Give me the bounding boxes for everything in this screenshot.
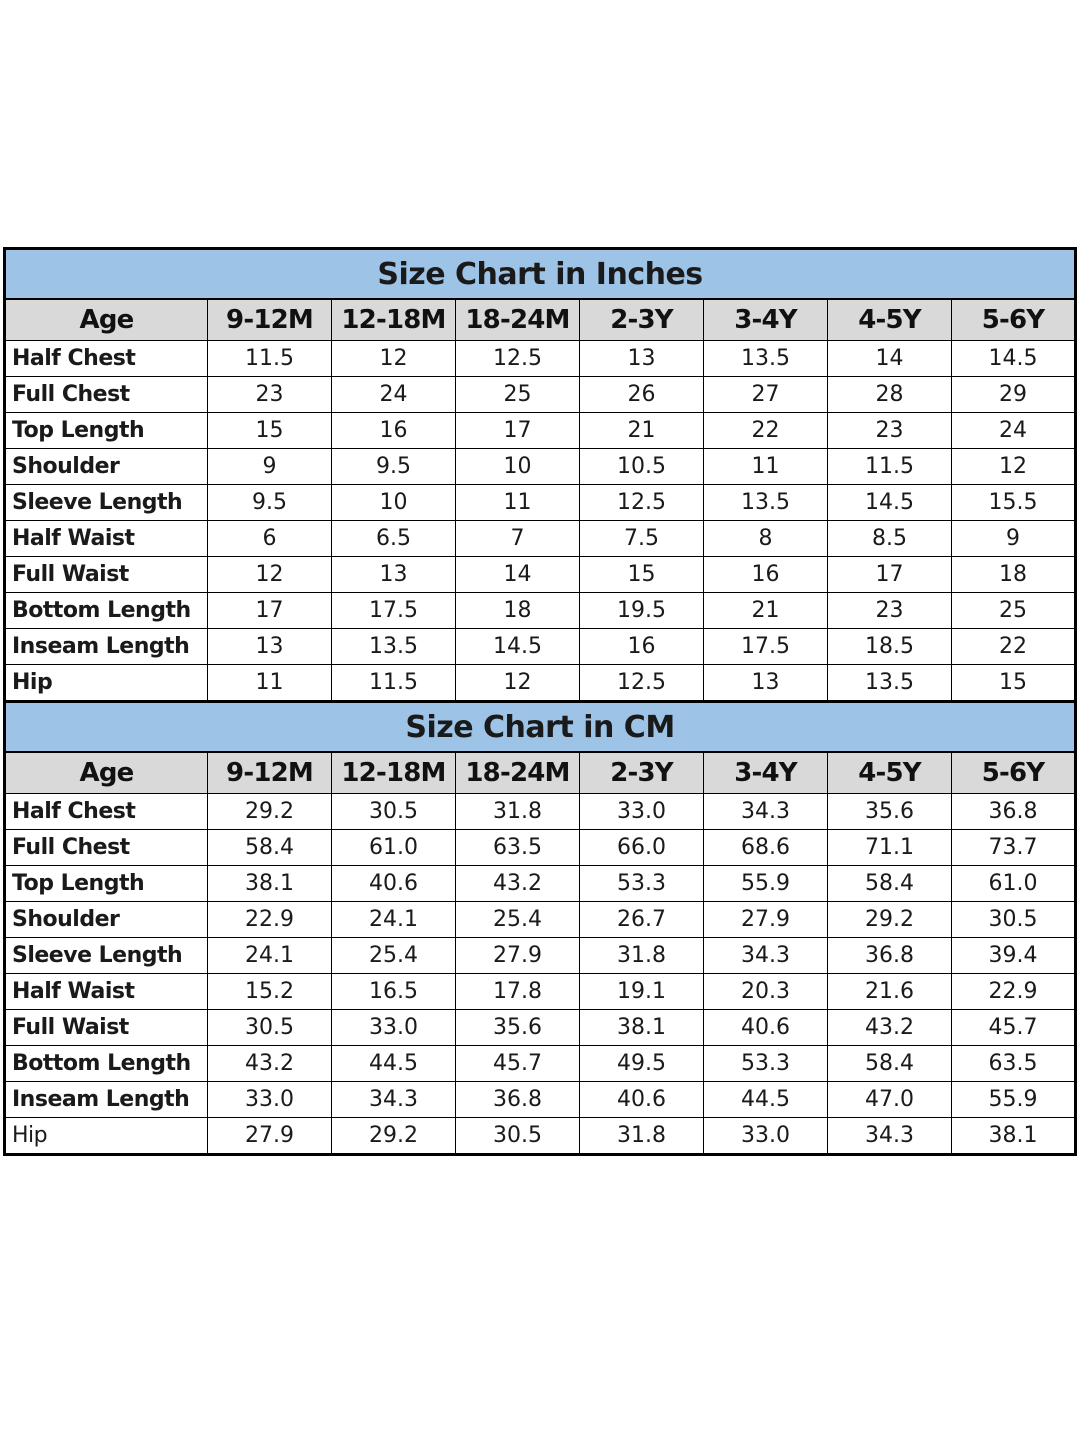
table-cell: 16	[704, 557, 828, 593]
table-cell: 71.1	[828, 830, 952, 866]
table-cell: 38.1	[580, 1010, 704, 1046]
table-cell: 21	[704, 593, 828, 629]
row-label: Full Waist	[5, 1010, 208, 1046]
table-cell: 25	[952, 593, 1076, 629]
table-row	[5, 830, 1076, 866]
table-cell: 33.0	[580, 794, 704, 830]
table-cell: 33.0	[704, 1118, 828, 1155]
table-cell: 53.3	[580, 866, 704, 902]
table-cell: 61.0	[332, 830, 456, 866]
table-cell: 28	[828, 377, 952, 413]
table-cell: 39.4	[952, 938, 1076, 974]
table-cell: 30.5	[208, 1010, 332, 1046]
table-cell: 10	[456, 449, 580, 485]
table-cell: 45.7	[456, 1046, 580, 1082]
table-cell: 16.5	[332, 974, 456, 1010]
row-label: Half Waist	[5, 974, 208, 1010]
age-column-header: 5-6Y	[952, 752, 1076, 794]
table-cell: 55.9	[952, 1082, 1076, 1118]
row-label: Hip	[5, 665, 208, 702]
row-label: Inseam Length	[5, 629, 208, 665]
table-cell: 23	[208, 377, 332, 413]
row-label: Inseam Length	[5, 1082, 208, 1118]
table-cell: 13.5	[828, 665, 952, 702]
table-cell: 23	[828, 413, 952, 449]
table-cell: 15.5	[952, 485, 1076, 521]
table-row	[5, 557, 1076, 593]
table-cell: 27.9	[456, 938, 580, 974]
row-label: Full Chest	[5, 830, 208, 866]
table-cell: 43.2	[208, 1046, 332, 1082]
table-cell: 21.6	[828, 974, 952, 1010]
table-row	[5, 974, 1076, 1010]
row-label: Top Length	[5, 413, 208, 449]
table-cell: 49.5	[580, 1046, 704, 1082]
table-cell: 15.2	[208, 974, 332, 1010]
table-cell: 17.5	[332, 593, 456, 629]
table-cell: 7	[456, 521, 580, 557]
table-cell: 61.0	[952, 866, 1076, 902]
table-cell: 12	[208, 557, 332, 593]
table-cell: 13	[332, 557, 456, 593]
table-cell: 26.7	[580, 902, 704, 938]
row-label: Hip	[5, 1118, 208, 1155]
title-row	[5, 249, 1076, 300]
table-cell: 58.4	[208, 830, 332, 866]
table-cell: 14	[456, 557, 580, 593]
table-cell: 34.3	[332, 1082, 456, 1118]
age-column-header: 3-4Y	[704, 299, 828, 341]
table-cell: 33.0	[332, 1010, 456, 1046]
row-label: Full Waist	[5, 557, 208, 593]
table-cell: 12.5	[456, 341, 580, 377]
table-cell: 66.0	[580, 830, 704, 866]
table-cell: 9	[208, 449, 332, 485]
age-column-header: 4-5Y	[828, 299, 952, 341]
table-cell: 8	[704, 521, 828, 557]
table-cell: 11	[456, 485, 580, 521]
table-cell: 25.4	[332, 938, 456, 974]
header-row	[5, 752, 1076, 794]
age-header: Age	[5, 299, 208, 341]
table-cell: 12.5	[580, 665, 704, 702]
table-cell: 16	[332, 413, 456, 449]
table-row	[5, 449, 1076, 485]
table-row	[5, 1118, 1076, 1155]
table-cell: 26	[580, 377, 704, 413]
table-cell: 13	[580, 341, 704, 377]
table-cell: 18	[456, 593, 580, 629]
table-cell: 15	[208, 413, 332, 449]
table-title: Size Chart in Inches	[5, 249, 1076, 300]
table-row	[5, 794, 1076, 830]
age-header: Age	[5, 752, 208, 794]
table-cell: 14.5	[828, 485, 952, 521]
table-cell: 13	[704, 665, 828, 702]
table-cell: 19.1	[580, 974, 704, 1010]
row-label: Half Chest	[5, 341, 208, 377]
row-label: Shoulder	[5, 449, 208, 485]
table-cell: 21	[580, 413, 704, 449]
table-cell: 17.5	[704, 629, 828, 665]
row-label: Bottom Length	[5, 1046, 208, 1082]
table-cell: 38.1	[952, 1118, 1076, 1155]
table-cell: 55.9	[704, 866, 828, 902]
table-row	[5, 521, 1076, 557]
table-cell: 11.5	[828, 449, 952, 485]
table-cell: 33.0	[208, 1082, 332, 1118]
table-cell: 34.3	[704, 794, 828, 830]
age-column-header: 18-24M	[456, 299, 580, 341]
table-cell: 27	[704, 377, 828, 413]
table-cell: 13.5	[704, 341, 828, 377]
table-cell: 36.8	[828, 938, 952, 974]
table-cell: 13.5	[332, 629, 456, 665]
table-cell: 22	[952, 629, 1076, 665]
table-cell: 24.1	[332, 902, 456, 938]
table-cell: 8.5	[828, 521, 952, 557]
table-cell: 9.5	[332, 449, 456, 485]
table-cell: 27.9	[704, 902, 828, 938]
table-cell: 25	[456, 377, 580, 413]
table-cell: 23	[828, 593, 952, 629]
table-cell: 40.6	[704, 1010, 828, 1046]
age-column-header: 2-3Y	[580, 752, 704, 794]
age-column-header: 4-5Y	[828, 752, 952, 794]
table-cell: 35.6	[828, 794, 952, 830]
table-cell: 58.4	[828, 1046, 952, 1082]
table-cell: 19.5	[580, 593, 704, 629]
table-cell: 27.9	[208, 1118, 332, 1155]
table-cell: 11.5	[208, 341, 332, 377]
table-cell: 68.6	[704, 830, 828, 866]
age-column-header: 18-24M	[456, 752, 580, 794]
table-cell: 73.7	[952, 830, 1076, 866]
table-cell: 15	[580, 557, 704, 593]
table-cell: 45.7	[952, 1010, 1076, 1046]
table-cell: 36.8	[456, 1082, 580, 1118]
table-cell: 22.9	[208, 902, 332, 938]
table-row	[5, 341, 1076, 377]
age-column-header: 2-3Y	[580, 299, 704, 341]
table-cell: 24.1	[208, 938, 332, 974]
table-cell: 22.9	[952, 974, 1076, 1010]
table-cell: 58.4	[828, 866, 952, 902]
table-cell: 34.3	[704, 938, 828, 974]
table-cell: 53.3	[704, 1046, 828, 1082]
title-row	[5, 703, 1076, 752]
size-table-inches	[3, 247, 1077, 703]
table-cell: 10.5	[580, 449, 704, 485]
table-cell: 18	[952, 557, 1076, 593]
table-row	[5, 938, 1076, 974]
table-cell: 17.8	[456, 974, 580, 1010]
table-cell: 30.5	[332, 794, 456, 830]
table-cell: 6	[208, 521, 332, 557]
age-column-header: 12-18M	[332, 752, 456, 794]
table-row	[5, 629, 1076, 665]
table-cell: 29.2	[208, 794, 332, 830]
table-row	[5, 902, 1076, 938]
row-label: Full Chest	[5, 377, 208, 413]
table-cell: 30.5	[952, 902, 1076, 938]
table-cell: 18.5	[828, 629, 952, 665]
size-table-cm	[3, 703, 1077, 1156]
table-cell: 16	[580, 629, 704, 665]
row-label: Bottom Length	[5, 593, 208, 629]
table-cell: 14.5	[456, 629, 580, 665]
table-cell: 31.8	[580, 1118, 704, 1155]
table-cell: 12.5	[580, 485, 704, 521]
row-label: Top Length	[5, 866, 208, 902]
table-row	[5, 377, 1076, 413]
table-row	[5, 413, 1076, 449]
row-label: Shoulder	[5, 902, 208, 938]
table-cell: 35.6	[456, 1010, 580, 1046]
table-title: Size Chart in CM	[5, 703, 1076, 752]
table-cell: 31.8	[456, 794, 580, 830]
table-cell: 15	[952, 665, 1076, 702]
row-label: Half Chest	[5, 794, 208, 830]
table-cell: 6.5	[332, 521, 456, 557]
table-cell: 43.2	[456, 866, 580, 902]
table-cell: 17	[208, 593, 332, 629]
header-row	[5, 299, 1076, 341]
table-cell: 38.1	[208, 866, 332, 902]
table-cell: 11	[208, 665, 332, 702]
table-cell: 44.5	[704, 1082, 828, 1118]
table-cell: 36.8	[952, 794, 1076, 830]
table-cell: 11	[704, 449, 828, 485]
table-cell: 43.2	[828, 1010, 952, 1046]
table-cell: 12	[332, 341, 456, 377]
table-cell: 63.5	[952, 1046, 1076, 1082]
table-cell: 29.2	[332, 1118, 456, 1155]
table-cell: 17	[456, 413, 580, 449]
table-cell: 34.3	[828, 1118, 952, 1155]
table-cell: 17	[828, 557, 952, 593]
table-row	[5, 665, 1076, 702]
row-label: Sleeve Length	[5, 485, 208, 521]
age-column-header: 12-18M	[332, 299, 456, 341]
table-cell: 9	[952, 521, 1076, 557]
table-cell: 9.5	[208, 485, 332, 521]
table-cell: 13	[208, 629, 332, 665]
table-cell: 20.3	[704, 974, 828, 1010]
table-cell: 7.5	[580, 521, 704, 557]
table-row	[5, 1046, 1076, 1082]
table-cell: 22	[704, 413, 828, 449]
table-cell: 47.0	[828, 1082, 952, 1118]
table-cell: 11.5	[332, 665, 456, 702]
age-column-header: 9-12M	[208, 299, 332, 341]
table-row	[5, 866, 1076, 902]
table-cell: 40.6	[580, 1082, 704, 1118]
table-cell: 13.5	[704, 485, 828, 521]
age-column-header: 5-6Y	[952, 299, 1076, 341]
table-row	[5, 485, 1076, 521]
table-row	[5, 1082, 1076, 1118]
table-cell: 29	[952, 377, 1076, 413]
table-cell: 14	[828, 341, 952, 377]
table-cell: 24	[952, 413, 1076, 449]
table-cell: 12	[456, 665, 580, 702]
table-row	[5, 1010, 1076, 1046]
table-cell: 44.5	[332, 1046, 456, 1082]
table-cell: 25.4	[456, 902, 580, 938]
table-cell: 14.5	[952, 341, 1076, 377]
table-cell: 29.2	[828, 902, 952, 938]
table-cell: 63.5	[456, 830, 580, 866]
row-label: Sleeve Length	[5, 938, 208, 974]
table-cell: 12	[952, 449, 1076, 485]
row-label: Half Waist	[5, 521, 208, 557]
table-cell: 30.5	[456, 1118, 580, 1155]
table-cell: 24	[332, 377, 456, 413]
table-cell: 40.6	[332, 866, 456, 902]
age-column-header: 9-12M	[208, 752, 332, 794]
age-column-header: 3-4Y	[704, 752, 828, 794]
size-chart	[3, 247, 1076, 1156]
table-row	[5, 593, 1076, 629]
table-cell: 10	[332, 485, 456, 521]
table-cell: 31.8	[580, 938, 704, 974]
